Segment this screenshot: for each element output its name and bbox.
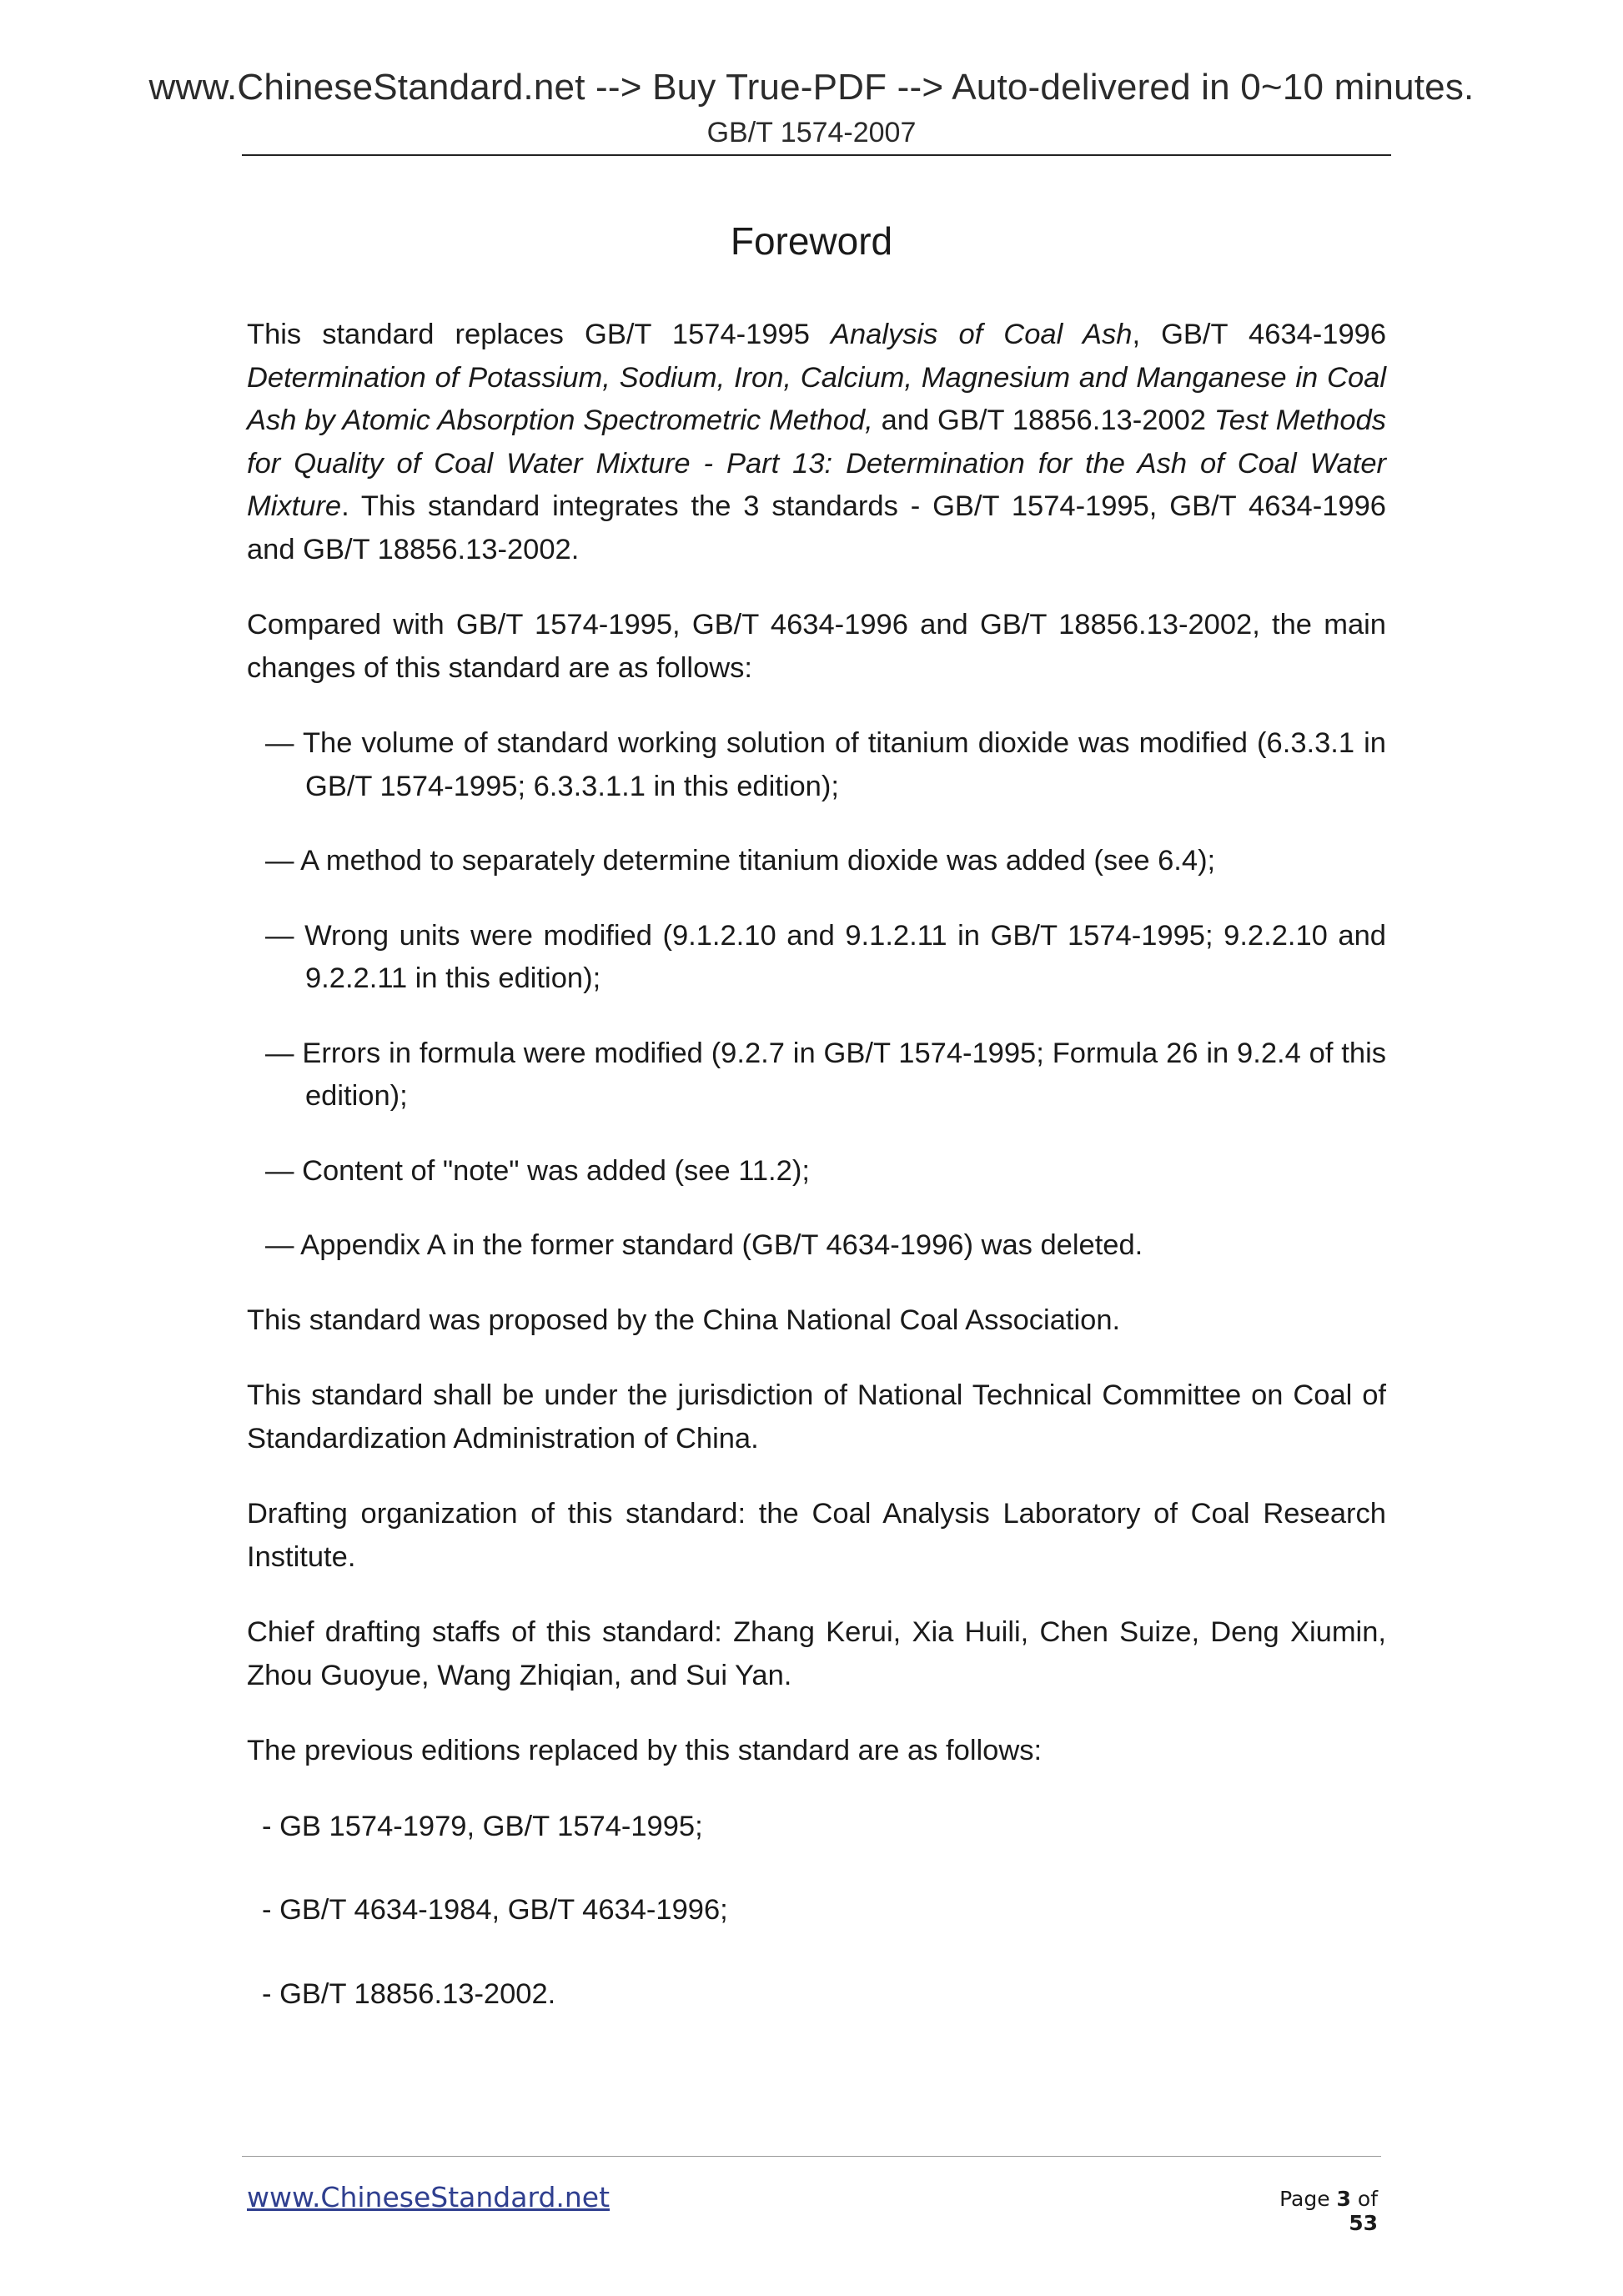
footer-divider xyxy=(242,2156,1381,2157)
drafting-staff-paragraph: Chief drafting staffs of this standard: Zhang Kerui, Xia Huili, Chen Suize, Deng Xiumin, Zhou Guoyue, Wang Zhiqian, and Sui Yan. xyxy=(247,1616,1386,1691)
document-body xyxy=(247,314,1386,2057)
proposer-paragraph: This standard was proposed by the China National Coal Association. xyxy=(247,1304,1121,1336)
total-pages: 53 xyxy=(1349,2211,1378,2235)
change-item: — Content of "note" was added (see 11.2); xyxy=(265,1154,810,1187)
change-item: — The volume of standard working solution of titanium dioxide was modified (6.3.3.1 in GB/T 1574-1995; 6.3.3.1.1 in this edition); xyxy=(265,727,1386,802)
cited-title: Analysis of Coal Ash xyxy=(830,319,1133,350)
change-item: — Errors in formula were modified (9.2.7 in GB/T 1574-1995; Formula 26 in 9.2.4 of this edition); xyxy=(265,1037,1386,1112)
page-title: Foreword xyxy=(730,219,893,263)
edition-item: - GB/T 4634-1984, GB/T 4634-1996; xyxy=(262,1894,728,1926)
edition-item: - GB/T 18856.13-2002. xyxy=(262,1977,556,2010)
drafting-org-paragraph: Drafting organization of this standard: the Coal Analysis Laboratory of Coal Research Institute. xyxy=(247,1498,1386,1573)
edition-item: - GB 1574-1979, GB/T 1574-1995; xyxy=(262,1810,703,1842)
page-number: Page 3 of 53 xyxy=(1279,2187,1378,2235)
change-item: — A method to separately determine titanium dioxide was added (see 6.4); xyxy=(265,845,1216,877)
current-page: 3 xyxy=(1336,2187,1351,2211)
jurisdiction-paragraph: This standard shall be under the jurisdiction of National Technical Committee on Coal of Standardization Administration of China. xyxy=(247,1379,1386,1454)
comparison-paragraph: Compared with GB/T 1574-1995, GB/T 4634-1996 and GB/T 18856.13-2002, the main changes of this standard are as follows: xyxy=(247,609,1386,684)
previous-editions-paragraph: The previous editions replaced by this standard are as follows: xyxy=(247,1735,1043,1766)
header-divider xyxy=(242,154,1391,156)
change-item: — Wrong units were modified (9.1.2.10 and 9.1.2.11 in GB/T 1574-1995; 9.2.2.10 and 9.2.2.11 in this edition); xyxy=(265,919,1386,994)
change-item: — Appendix A in the former standard (GB/T 4634-1996) was deleted. xyxy=(265,1229,1143,1261)
cited-title: Determination of Potassium, Sodium, Iron, Calcium, Magnesium and Manganese in Coal Ash by Atomic Absorption Spectrometric Method, xyxy=(247,361,1386,436)
standard-code: GB/T 1574-2007 xyxy=(706,117,917,148)
footer-site-link[interactable]: www.ChineseStandard.net xyxy=(247,2181,611,2213)
intro-paragraph: This standard replaces GB/T 1574-1995 Analysis of Coal Ash, GB/T 4634-1996 Determination of Potassium, Sodium, Iron, Calcium, Magnesium and Manganese in Coal Ash by Atomic Absorption Spectrometric Method, and GB/T 18856.13-2002 Test Methods for Quality of Coal Water Mixture - Part 13: Determination for the Ash of Coal Water Mixture. This standard integrates the 3 standards - GB/T 1574-1995, GB/T 4634-1996 and GB/T 18856.13-2002. xyxy=(247,319,1386,565)
cited-title: Test Methods for Quality of Coal Water Mixture - Part 13: Determination for the Ash of Coal Water Mixture xyxy=(247,404,1386,522)
header-banner: www.ChineseStandard.net --> Buy True-PDF --> Auto-delivered in 0~10 minutes. xyxy=(148,67,1475,108)
